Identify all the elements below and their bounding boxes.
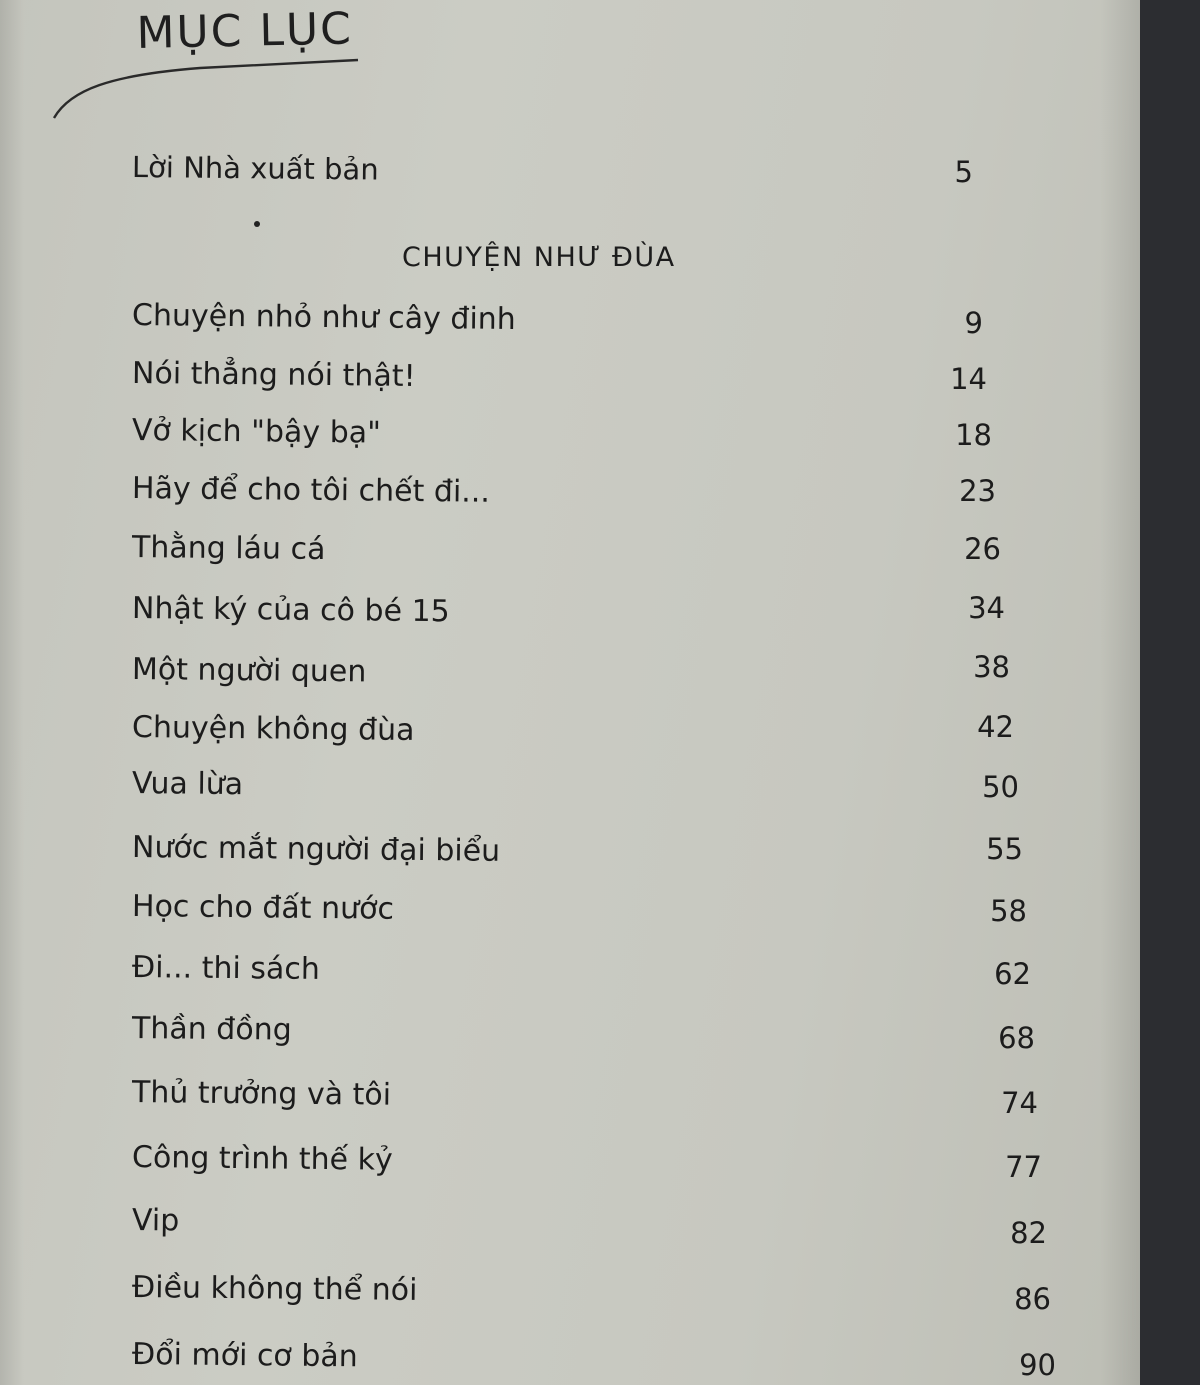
toc-entry-title: Công trình thế kỷ [131, 1140, 393, 1178]
toc-entry-preface: Lời Nhà xuất bản [131, 150, 379, 187]
toc-entry-title: Một người quen [131, 652, 367, 690]
toc-entry-title: Chuyện nhỏ như cây đinh [131, 298, 516, 338]
toc-entry-page-number: 68 [998, 1021, 1035, 1055]
toc-entry-page-number: 34 [968, 591, 1005, 625]
section-heading: CHUYỆN NHƯ ĐÙA [402, 242, 676, 273]
toc-entry-title: Nước mắt người đại biểu [131, 830, 501, 869]
toc-entry-page-number: 14 [950, 362, 987, 396]
toc-entry-page-number: 26 [964, 532, 1001, 566]
toc-entry-page-number: 18 [955, 418, 992, 452]
page-edge-shadow [1100, 0, 1140, 1385]
toc-entry-page-number: 50 [982, 770, 1019, 804]
page-fold-shadow [0, 0, 24, 1385]
toc-entry-title: Đi... thi sách [131, 950, 321, 987]
toc-entry-title: Thằng láu cá [131, 530, 326, 568]
toc-entry-page-number: 62 [994, 957, 1031, 991]
toc-entry-title: Học cho đất nước [131, 889, 395, 927]
toc-entry-title: Nhật ký của cô bé 15 [131, 591, 450, 630]
toc-entry-page-number: 58 [990, 894, 1027, 928]
toc-entry-title: Vở kịch "bậy bạ" [131, 413, 382, 451]
toc-entry-title: Chuyện không đùa [131, 710, 415, 748]
toc-entry-title: Vip [131, 1203, 180, 1239]
toc-entry-title: Nói thẳng nói thật! [131, 356, 416, 394]
toc-entry-title: Đổi mới cơ bản [131, 1337, 358, 1375]
toc-page-preface: 5 [954, 155, 973, 189]
ink-speck [254, 221, 260, 227]
toc-entry-page-number: 23 [959, 474, 996, 508]
toc-entry-page-number: 42 [977, 710, 1014, 744]
toc-entry-page-number: 55 [986, 832, 1023, 866]
toc-entry-page-number: 86 [1014, 1282, 1051, 1316]
toc-entry-title: Thủ trưởng và tôi [131, 1075, 392, 1113]
toc-entry-title: Hãy để cho tôi chết đi... [131, 471, 491, 510]
toc-entry-page-number: 74 [1001, 1086, 1038, 1120]
page-title: MỤC LỤC [136, 3, 354, 59]
toc-entry-page-number: 90 [1019, 1348, 1056, 1382]
toc-entry-title: Vua lừa [131, 766, 244, 803]
toc-entry-page-number: 38 [973, 650, 1010, 684]
toc-entry-title: Thần đồng [131, 1011, 292, 1048]
toc-entry-page-number: 9 [964, 306, 983, 340]
toc-entry-page-number: 82 [1010, 1216, 1047, 1250]
toc-entry-title: Điều không thể nói [131, 1270, 418, 1308]
toc-entry-page-number: 77 [1005, 1150, 1042, 1184]
